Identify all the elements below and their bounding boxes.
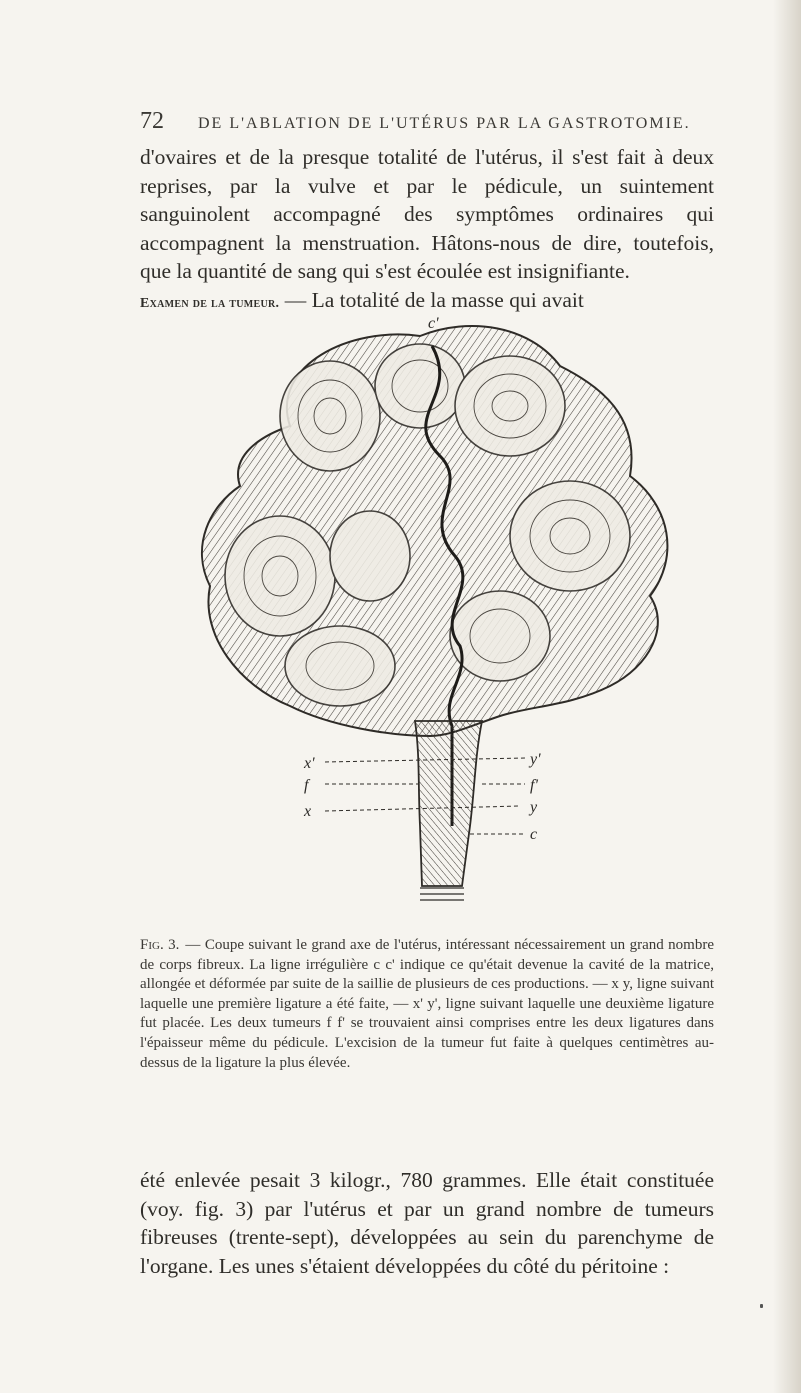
- running-header: [140, 108, 700, 136]
- paragraph-bottom: [140, 1166, 714, 1280]
- label-c-prime: c': [428, 315, 439, 332]
- pedicle: [415, 721, 482, 886]
- label-x: x: [304, 803, 312, 820]
- print-speck: [760, 1304, 763, 1308]
- figure-caption: [140, 936, 714, 1073]
- section-text: — La totalité de la masse qui avait: [284, 287, 584, 312]
- page-number: 72: [140, 108, 164, 134]
- figure-engraving: [170, 306, 690, 926]
- page-edge-shadow: [773, 0, 801, 1393]
- running-title: DE L'ABLATION DE L'UTÉRUS PAR LA GASTROTOMIE.: [198, 115, 691, 132]
- label-y-prime: y': [530, 751, 541, 768]
- paragraph-top: [140, 143, 714, 319]
- caption-label: Fig. 3.: [140, 937, 180, 953]
- label-y: y: [530, 799, 538, 816]
- label-f: f: [304, 777, 309, 794]
- label-f-prime: f': [530, 777, 538, 794]
- label-c: c: [530, 826, 538, 843]
- uterus-section-figure: [170, 306, 690, 926]
- section-heading: Examen de la tumeur.: [140, 295, 280, 311]
- caption-text: — Coupe suivant le grand axe de l'utérus, intéressant nécessairement un grand nombre de corps fibreux. La ligne irrégulière c c' indique ce qu'était devenue la cavité de la matrice, allongée et déformée par suite de la saillie de plusieurs de ces productions. — x y, ligne suivant laquelle une première ligature a été faite, — x' y', ligne suivant laquelle une deuxième ligature fut placée. Les deux tumeurs f f' se trouvaient ainsi comprises entre les deux ligatures dans l'épaisseur même du pédicule. L'excision de la tumeur fut faite à quelques centimètres au-dessus de la ligature la plus élevée.: [140, 937, 714, 1071]
- paragraph-top-text: d'ovaires et de la presque totalité de l'utérus, il s'est fait à deux reprises, par la vulve et par le pédicule, un suintement sanguinolent accompagné des symptômes ordinaires qui accompagnent la menstruation. Hâtons-nous de dire, toutefois, que la quantité de sang qui s'est écoulée est insignifiante.: [140, 145, 714, 284]
- label-x-prime: x': [304, 755, 315, 772]
- pedicle-base-lines: [420, 888, 464, 900]
- paragraph-bottom-text: été enlevée pesait 3 kilogr., 780 grammes. Elle était constituée (voy. fig. 3) par l'utérus et par un grand nombre de tumeurs fibreuses (trente-sept), développées au sein du parenchyme de l'organe. Les unes s'étaient développées du côté du péritoine :: [140, 1168, 714, 1278]
